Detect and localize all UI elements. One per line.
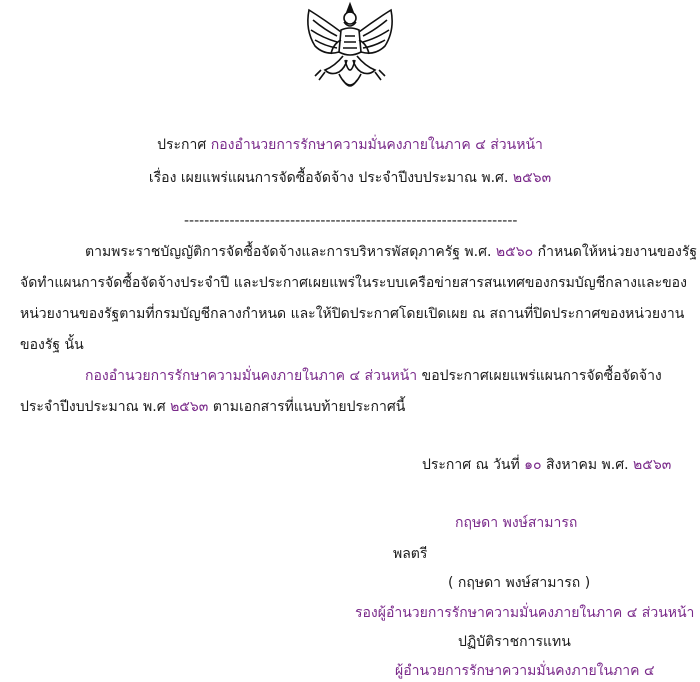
subject-year: ๒๕๖๓ xyxy=(512,170,552,186)
signer-printed-name: ( กฤษดา พงษ์สามารถ ) xyxy=(448,575,591,591)
p2-text-end: ตามเอกสารที่แนบท้ายประกาศนี้ xyxy=(212,399,406,415)
date-year: ๒๕๖๓ xyxy=(633,457,672,473)
p1-text-end: กำหนดให้หน่วยงานของรัฐ xyxy=(537,244,698,260)
paragraph-1-line-1 xyxy=(85,242,697,262)
date-prefix: ประกาศ ณ วันที่ xyxy=(422,457,520,473)
paragraph-1-line-4: ของรัฐ นั้น xyxy=(20,337,84,353)
paragraph-1-line-2: จัดทำแผนการจัดซื้อจัดจ้างประจำปี และประกาศเผยแพร่ในระบบเครือข่ายสารสนเทศของกรมบัญชีกลางและของ xyxy=(20,275,687,291)
p2-year: ๒๕๖๓ xyxy=(170,399,209,415)
date-month: สิงหาคม พ.ศ. xyxy=(546,457,629,473)
paragraph-2-line-1 xyxy=(85,366,662,386)
p1-text: ตามพระราชบัญญัติการจัดซื้อจัดจ้างและการบริหารพัสดุภาครัฐ พ.ศ. xyxy=(85,244,492,260)
p2-organization: กองอำนวยการรักษาความมั่นคงภายในภาค ๔ ส่วนหน้า xyxy=(85,368,418,384)
director-position: ผู้อำนวยการรักษาความมั่นคงภายในภาค ๔ xyxy=(395,663,655,679)
p1-year: ๒๕๖๐ xyxy=(495,244,534,260)
announcement-date xyxy=(422,455,671,475)
title-prefix: ประกาศ xyxy=(157,137,207,153)
p2-text: ขอประกาศเผยแพร่แผนการจัดซื้อจัดจ้าง xyxy=(421,368,662,384)
date-day: ๑๐ xyxy=(524,457,542,473)
paragraph-2-line-2 xyxy=(20,397,405,417)
divider-line: ------------------------------------------------------------------ xyxy=(184,213,518,229)
announcement-title xyxy=(0,135,700,155)
signer-position: รองผู้อำนวยการรักษาความมั่นคงภายในภาค ๔ ส่วนหน้า xyxy=(355,605,695,621)
signature-name: กฤษดา พงษ์สามารถ xyxy=(455,515,578,531)
paragraph-1-line-3: หน่วยงานของรัฐตามที่กรมบัญชีกลางกำหนด และให้ปิดประกาศโดยเปิดเผย ณ สถานที่ปิดประกาศของหน่วยงาน xyxy=(20,306,685,322)
title-organization: กองอำนวยการรักษาความมั่นคงภายในภาค ๔ ส่วนหน้า xyxy=(210,137,543,153)
announcement-subject xyxy=(0,168,700,188)
acting-on-behalf: ปฏิบัติราชการแทน xyxy=(458,634,571,650)
subject-text: เรื่อง เผยแพร่แผนการจัดซื้อจัดจ้าง ประจำปีงบประมาณ พ.ศ. xyxy=(148,170,509,186)
signer-rank: พลตรี xyxy=(393,546,428,562)
p2-fiscal-text: ประจำปีงบประมาณ พ.ศ xyxy=(20,399,166,415)
garuda-emblem-icon xyxy=(295,0,405,100)
